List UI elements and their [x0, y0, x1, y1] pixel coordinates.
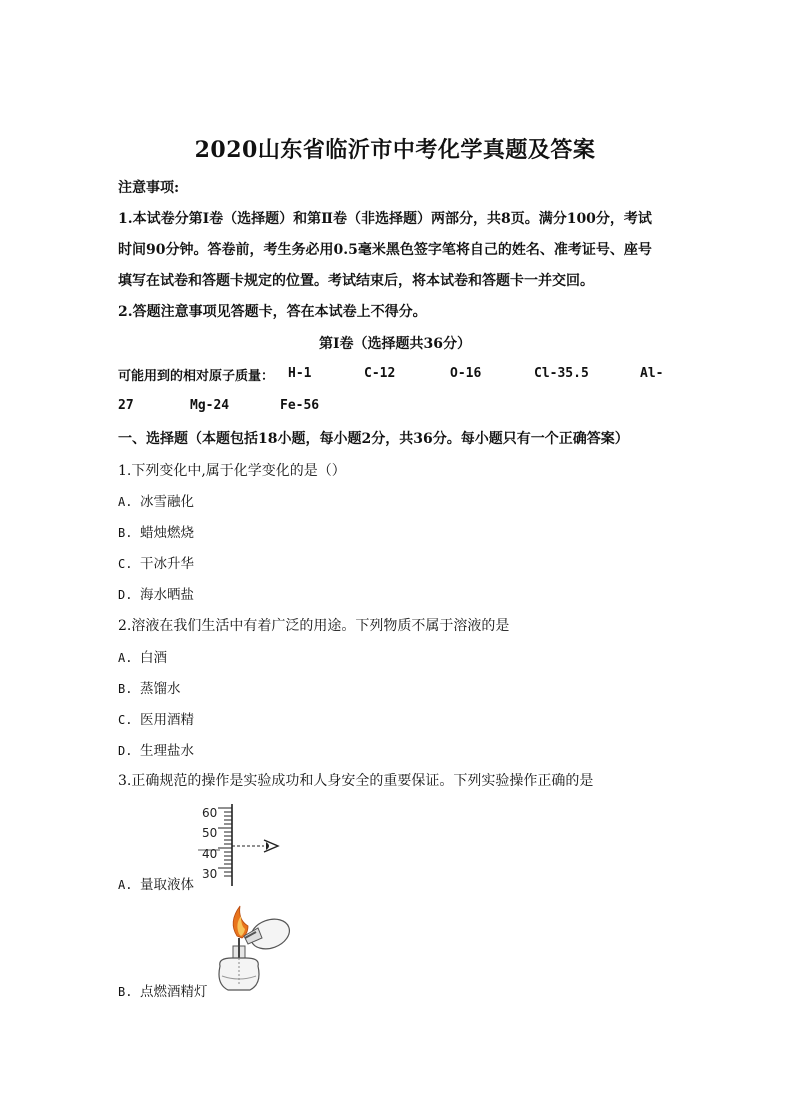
question-1-stem: 1.下列变化中,属于化学变化的是（）: [118, 463, 346, 479]
mass-c: C-12: [364, 366, 396, 381]
question-3-option-a: A. 量取液体: [118, 877, 194, 893]
question-2-stem: 2.溶液在我们生活中有着广泛的用途。下列物质不属于溶液的是: [118, 618, 510, 634]
notice-item-2: 2.答题注意事项见答题卡，答在本试卷上不得分。: [118, 304, 427, 320]
notice-item-1-line-1: 1.本试卷分第Ⅰ卷（选择题）和第Ⅱ卷（非选择题）两部分，共8页。满分100分，考试: [118, 211, 652, 227]
question-2-option-b: B. 蒸馏水: [118, 681, 181, 697]
mass-h: H-1: [288, 366, 312, 381]
mass-o: O-16: [450, 366, 482, 381]
question-1-option-a: A. 冰雪融化: [118, 494, 194, 510]
mass-al-prefix: Al-: [640, 366, 664, 381]
scale-label-30: 30: [202, 867, 218, 881]
mass-al-suffix: 27: [118, 398, 134, 413]
notice-item-1-line-3: 填写在试卷和答题卡规定的位置。考试结束后，将本试卷和答题卡一并交回。: [118, 273, 594, 289]
alcohol-lamp-figure: [204, 902, 304, 998]
part-1-heading: 一、选择题（本题包括18小题，每小题2分，共36分。每小题只有一个正确答案）: [118, 431, 629, 447]
question-2-option-c: C. 医用酒精: [118, 712, 194, 728]
mass-mg: Mg-24: [190, 398, 230, 413]
question-1-option-d: D. 海水晒盐: [118, 587, 194, 603]
scale-label-50: 50: [202, 826, 218, 840]
flame-icon: [233, 906, 248, 938]
question-3-stem: 3.正确规范的操作是实验成功和人身安全的重要保证。下列实验操作正确的是: [118, 773, 594, 789]
question-2-option-a: A. 白酒: [118, 650, 167, 666]
mass-fe: Fe-56: [280, 398, 320, 413]
eye-icon: [264, 840, 278, 852]
graduated-cylinder-figure: [198, 800, 288, 892]
question-2-option-d: D. 生理盐水: [118, 743, 194, 759]
question-1-option-b: B. 蜡烛燃烧: [118, 525, 194, 541]
scale-label-40: 40: [202, 847, 218, 861]
page-title: 2020山东省临沂市中考化学真题及答案: [194, 137, 596, 163]
mass-cl: Cl-35.5: [534, 366, 589, 381]
tilted-lamp-icon: [244, 914, 294, 954]
question-1-option-c: C. 干冰升华: [118, 556, 194, 572]
upright-lamp-icon: [219, 938, 259, 990]
atomic-mass-label: 可能用到的相对原子质量：: [118, 369, 275, 384]
notice-heading: 注意事项:: [118, 180, 180, 196]
section-title: 第Ⅰ卷（选择题共36分）: [318, 336, 472, 352]
question-3-option-b: B. 点燃酒精灯: [118, 984, 208, 1000]
scale-label-60: 60: [202, 806, 218, 820]
notice-item-1-line-2: 时间90分钟。答卷前，考生务必用0.5毫米黑色签字笔将自己的姓名、准考证号、座号: [118, 242, 652, 258]
